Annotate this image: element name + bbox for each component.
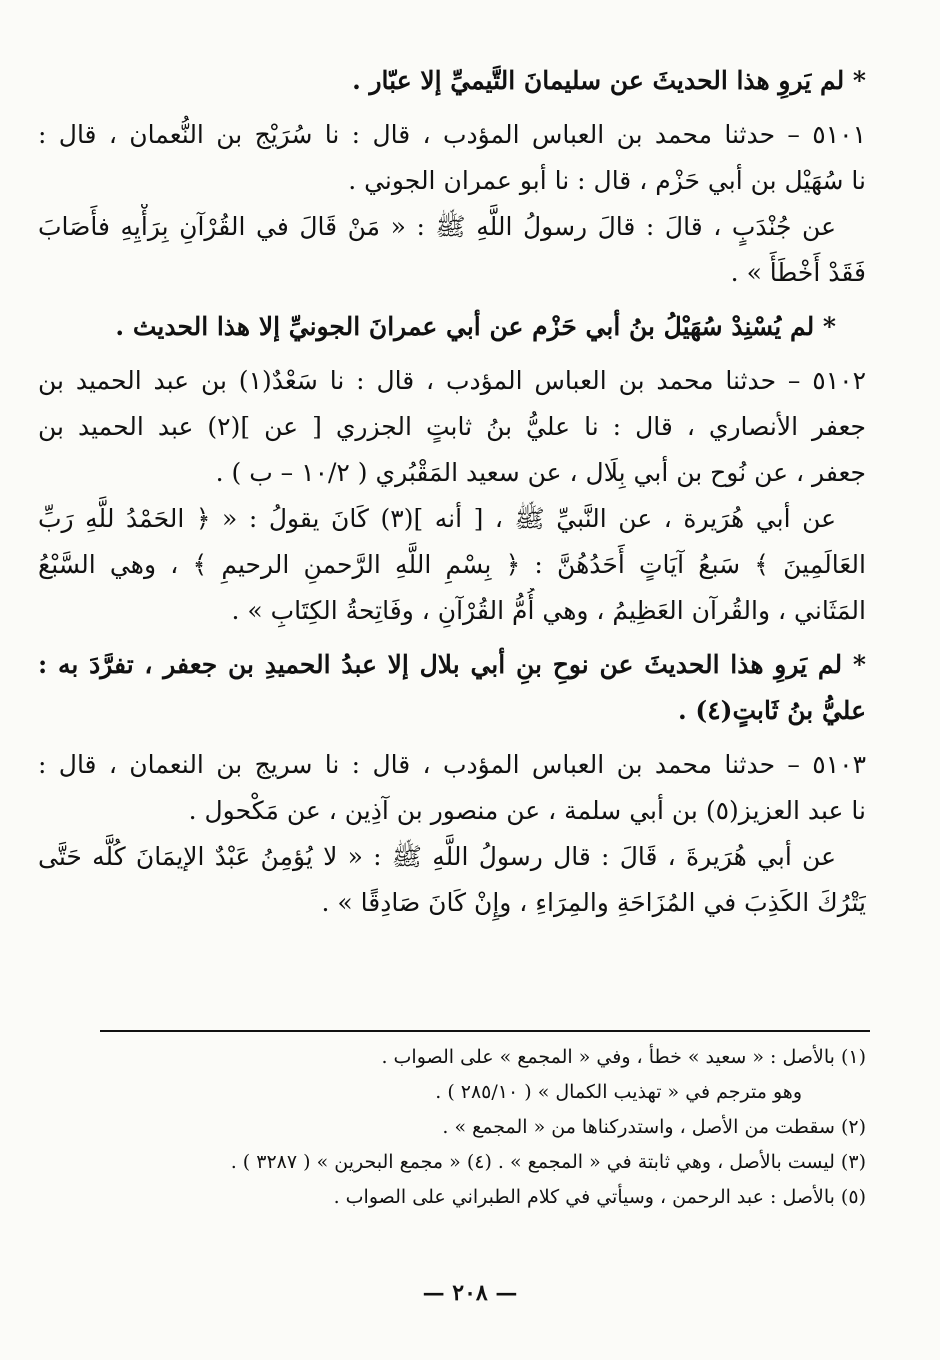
remark-line-3: * لم يَروِ هذا الحديثَ عن نوحِ بنِ أبي بلال إلا عبدُ الحميدِ بن جعفر ، تفرَّدَ به :: [38, 650, 866, 679]
hadith-5101-line-3: عن جُنْدَبٍ ، قالَ : قالَ رسولُ اللَّهِ ﷺ : « مَنْ قَالَ في القُرْآنِ بِرَأْيِهِ فأَصَابَ: [38, 212, 836, 241]
hadith-5101-line-1: ٥١٠١ – حدثنا محمد بن العباس المؤدب ، قال : نا سُرَيْج بن النُّعمان ، قال :: [38, 120, 866, 149]
footnote-1-continued: وهو مترجم في « تهذيب الكمال » ( ٢٨٥/١٠ ) .: [435, 1081, 802, 1103]
hadith-5101-line-2: نا سُهَيْل بن أبي حَزْم ، قال : نا أبو عمران الجوني .: [348, 166, 866, 195]
hadith-5103-line-3: عن أبي هُرَيرةَ ، قَالَ : قال رسولُ اللَّهِ ﷺ : « لا يُؤمِنُ عَبْدٌ الإيمَانَ كُلَّه حَتَّى: [38, 842, 836, 871]
hadith-5102-line-3: جعفر ، عن نُوح بن أبي بِلَال ، عن سعيد المَقْبُري ( ١٠/٢ – ب ) .: [215, 458, 866, 487]
remark-line-4: عليُّ بنُ ثَابتٍ(٤) .: [677, 696, 866, 725]
footnote-divider: [100, 1030, 870, 1032]
remark-line-1: * لم يَروِ هذا الحديثَ عن سليمانَ التَّيميِّ إلا عبّار .: [352, 66, 866, 95]
hadith-5101-line-4: فَقَدْ أَخْطَأَ » .: [730, 258, 866, 287]
hadith-5102-line-5: العَالَمِينَ ﴾ سَبعُ آيَاتٍ أَحَدُهُنَّ : ﴿ بِسْمِ اللَّهِ الرَّحمنِ الرحيمِ ﴾ ، وهي السَّبْعُ: [38, 550, 866, 579]
hadith-5103-line-4: يَتْرُكَ الكَذِبَ في المُزَاحَةِ والمِرَاءِ ، وإِنْ كَانَ صَادِقًا » .: [321, 888, 866, 917]
hadith-5103-line-1: ٥١٠٣ – حدثنا محمد بن العباس المؤدب ، قال : نا سريج بن النعمان ، قال :: [38, 750, 866, 779]
page-number: — ٢٠٨ —: [422, 1280, 518, 1306]
footnote-3-4: (٣) ليست بالأصل ، وهي ثابتة في « المجمع » . (٤) « مجمع البحرين » ( ٣٢٨٧ ) .: [230, 1151, 866, 1173]
hadith-5102-line-2: جعفر الأنصاري ، قال : نا عليُّ بنُ ثابتٍ الجزري [ عن ](٢) عبد الحميد بن: [38, 412, 866, 441]
hadith-5102-line-6: المَثَاني ، والقُرآن العَظِيمُ ، وهي أُمُّ القُرْآنِ ، وفَاتِحةُ الكِتَابِ » .: [231, 596, 866, 625]
footnote-1: (١) بالأصل : « سعيد » خطأ ، وفي « المجمع » على الصواب .: [381, 1046, 866, 1068]
remark-line-2: * لم يُسْنِدْ سُهَيْلُ بنُ أبي حَزْم عن أبي عمرانَ الجونيِّ إلا هذا الحديث .: [115, 312, 836, 341]
hadith-5102-line-4: عن أبي هُرَيرة ، عن النَّبيِّ ﷺ ، [ أنه ](٣) كَانَ يقولُ : « ﴿ الحَمْدُ للَّهِ رَبِّ: [38, 504, 837, 533]
hadith-5103-line-2: نا عبد العزيز(٥) بن أبي سلمة ، عن منصور بن آذِين ، عن مَكْحول .: [188, 796, 866, 825]
hadith-5102-line-1: ٥١٠٢ – حدثنا محمد بن العباس المؤدب ، قال : نا سَعْدٌ(١) بن عبد الحميد بن: [38, 366, 866, 395]
footnotes: [66, 1040, 866, 1215]
footnote-2: (٢) سقطت من الأصل ، واستدركناها من « المجمع » .: [442, 1116, 866, 1138]
footnote-5: (٥) بالأصل : عبد الرحمن ، وسيأتي في كلام الطبراني على الصواب .: [333, 1186, 866, 1208]
